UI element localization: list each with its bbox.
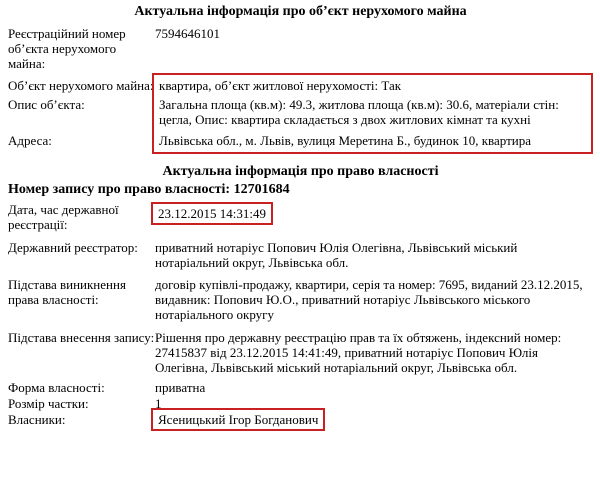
field-label-ownership-basis: Підстава виникнення права власності:	[8, 277, 126, 307]
field-value-registration-datetime	[155, 202, 593, 225]
field-label-address: Адреса:	[8, 133, 52, 148]
field-value-address: Львівська обл., м. Львів, вулиця Меретина Б., будинок 10, квартира	[159, 133, 531, 148]
field-row-ownership-basis	[8, 277, 593, 322]
field-value-registration-number: 7594646101	[155, 26, 220, 41]
field-label-property-object: Об’єкт нерухомого майна:	[8, 78, 154, 93]
field-label-registration-datetime: Дата, час державної реєстрації:	[8, 202, 119, 232]
field-label-share-size: Розмір частки:	[8, 396, 89, 411]
field-row-object-description	[8, 97, 593, 127]
field-label-object-description: Опис об’єкта:	[8, 97, 85, 112]
field-value-owners	[155, 408, 593, 431]
highlighted-property-group	[8, 73, 593, 154]
property-section-title: Актуальна інформація про об’єкт нерухомого майна	[134, 4, 467, 19]
field-row-property-object	[8, 78, 593, 93]
field-value-entry-basis: Рішення про державну реєстрацію прав та їх обтяжень, індексний номер: 27415837 від 23.12.2015 14:41:49, приватний нотаріус Попович Юлія Олегівна, Львівський міський нотаріальний округ, Львівська обл.	[155, 330, 562, 375]
field-label-state-registrar: Державний реєстратор:	[8, 240, 138, 255]
field-value-ownership-basis: договір купівлі-продажу, квартири, серія та номер: 7695, виданий 23.12.2015, видавник: Попович Ю.О., приватний нотаріус Львівського міського нотаріального округу	[155, 277, 583, 322]
field-row-registration-datetime	[8, 202, 593, 232]
field-row-owners	[8, 408, 593, 431]
field-value-ownership-form: приватна	[155, 380, 206, 395]
field-row-registration-number	[8, 26, 593, 71]
field-value-property-object: квартира, об’єкт житлової нерухомості: Так	[159, 78, 402, 93]
field-row-ownership-form	[8, 380, 593, 395]
field-label-registration-number: Реєстраційний номер об’єкта нерухомого майна:	[8, 26, 126, 71]
field-label-owners: Власники:	[8, 412, 66, 427]
highlighted-owner-name: Ясеницький Ігор Богданович	[151, 408, 325, 431]
ownership-record-number: Номер запису про право власності: 12701684	[8, 182, 290, 197]
field-row-state-registrar	[8, 240, 593, 270]
field-label-entry-basis: Підстава внесення запису:	[8, 330, 155, 345]
field-row-entry-basis	[8, 330, 593, 375]
field-row-address	[8, 133, 593, 148]
field-value-object-description: Загальна площа (кв.м): 49.3, житлова площа (кв.м): 30.6, матеріали стін: цегла, Опис: квартира складається з двох житлових кімнат та кухні	[159, 97, 559, 127]
highlighted-datetime-value: 23.12.2015 14:31:49	[151, 202, 273, 225]
field-value-state-registrar: приватний нотаріус Попович Юлія Олегівна, Львівський міський нотаріальний округ, Львівська обл.	[155, 240, 518, 270]
ownership-section-title: Актуальна інформація про право власності	[162, 164, 439, 179]
field-value-share-size: 1	[155, 396, 162, 411]
field-label-ownership-form: Форма власності:	[8, 380, 105, 395]
